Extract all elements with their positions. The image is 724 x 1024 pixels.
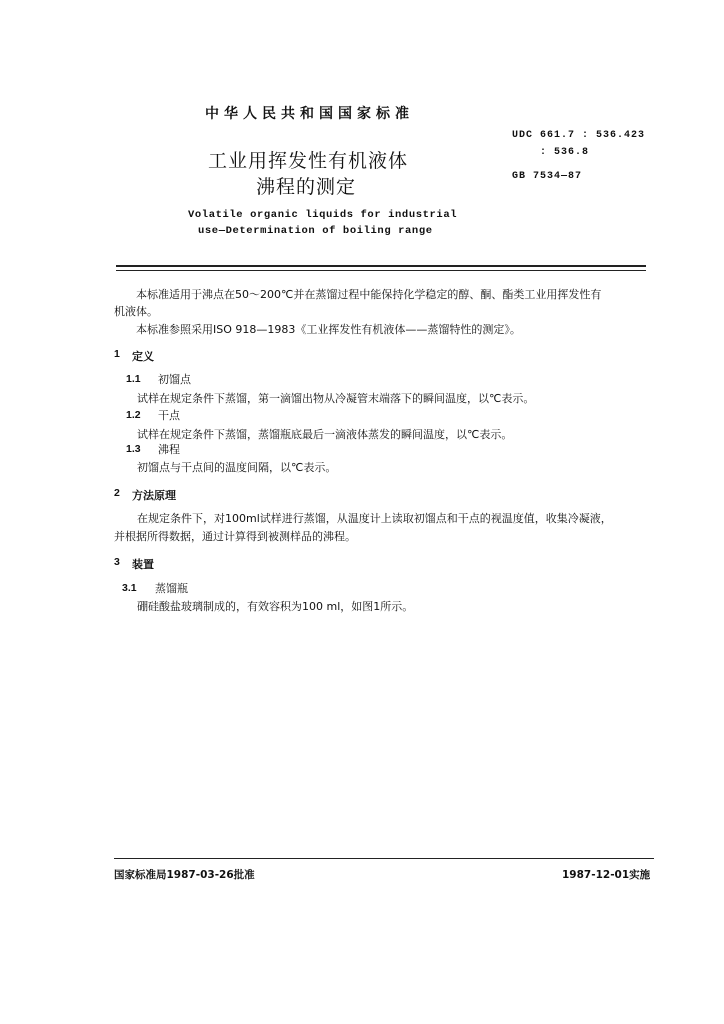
- section-1-title: 定义: [132, 350, 154, 363]
- section-1-1-text: 试样在规定条件下蒸馏，第一滴馏出物从冷凝管末端落下的瞬间温度，以℃表示。: [137, 392, 535, 405]
- section-3-title: 装置: [132, 558, 154, 571]
- section-2-text-line1: 在规定条件下，对100ml试样进行蒸馏，从温度计上读取初馏点和干点的视温度值，收集冷凝液，: [137, 512, 612, 525]
- footer-effective-date: 1987-12-01实施: [562, 869, 651, 881]
- national-standard-heading: 中华人民共和国国家标准: [205, 106, 414, 122]
- section-3-1-title: 蒸馏瓶: [155, 582, 188, 595]
- title-zh-line1: 工业用挥发性有机液体: [208, 150, 409, 172]
- title-en-line2: use—Determination of boiling range: [198, 225, 433, 237]
- section-3-1-text: 硼硅酸盐玻璃制成的，有效容积为100 ml，如图1所示。: [137, 600, 414, 613]
- footer-approval-date: 国家标准局1987-03-26批准: [114, 869, 255, 881]
- section-1-number: 1: [114, 348, 120, 360]
- section-1-3-text: 初馏点与干点间的温度间隔，以℃表示。: [137, 461, 337, 474]
- title-en-line1: Volatile organic liquids for industrial: [188, 209, 458, 221]
- section-1-2-number: 1.2: [126, 409, 141, 421]
- section-1-3-number: 1.3: [126, 443, 141, 455]
- intro-paragraph-1-line1: 本标准适用于沸点在50～200℃并在蒸馏过程中能保持化学稳定的醇、酮、酯类工业用挥发性有: [136, 288, 602, 301]
- section-3-number: 3: [114, 556, 120, 568]
- section-2-text-line2: 并根据所得数据，通过计算得到被测样品的沸程。: [114, 530, 356, 543]
- udc-code-line2: : 536.8: [540, 147, 590, 158]
- top-rule-thick: [116, 265, 646, 267]
- intro-paragraph-2: 本标准参照采用ISO 918—1983《工业挥发性有机液体——蒸馏特性的测定》。: [136, 323, 521, 336]
- section-1-1-title: 初馏点: [158, 373, 191, 386]
- footer-rule: [114, 858, 654, 859]
- intro-paragraph-1-line2: 机液体。: [114, 305, 158, 318]
- section-2-title: 方法原理: [132, 489, 176, 502]
- section-1-2-title: 干点: [158, 409, 180, 422]
- udc-code-line1: UDC 661.7 : 536.423: [512, 130, 646, 141]
- section-1-3-title: 沸程: [158, 443, 180, 456]
- gb-code: GB 7534—87: [512, 171, 583, 182]
- section-1-1-number: 1.1: [126, 373, 141, 385]
- section-2-number: 2: [114, 487, 120, 499]
- section-1-2-text: 试样在规定条件下蒸馏，蒸馏瓶底最后一滴液体蒸发的瞬间温度，以℃表示。: [137, 428, 513, 441]
- title-zh-line2: 沸程的测定: [256, 176, 357, 198]
- top-rule-thin: [116, 270, 646, 271]
- section-3-1-number: 3.1: [122, 582, 137, 594]
